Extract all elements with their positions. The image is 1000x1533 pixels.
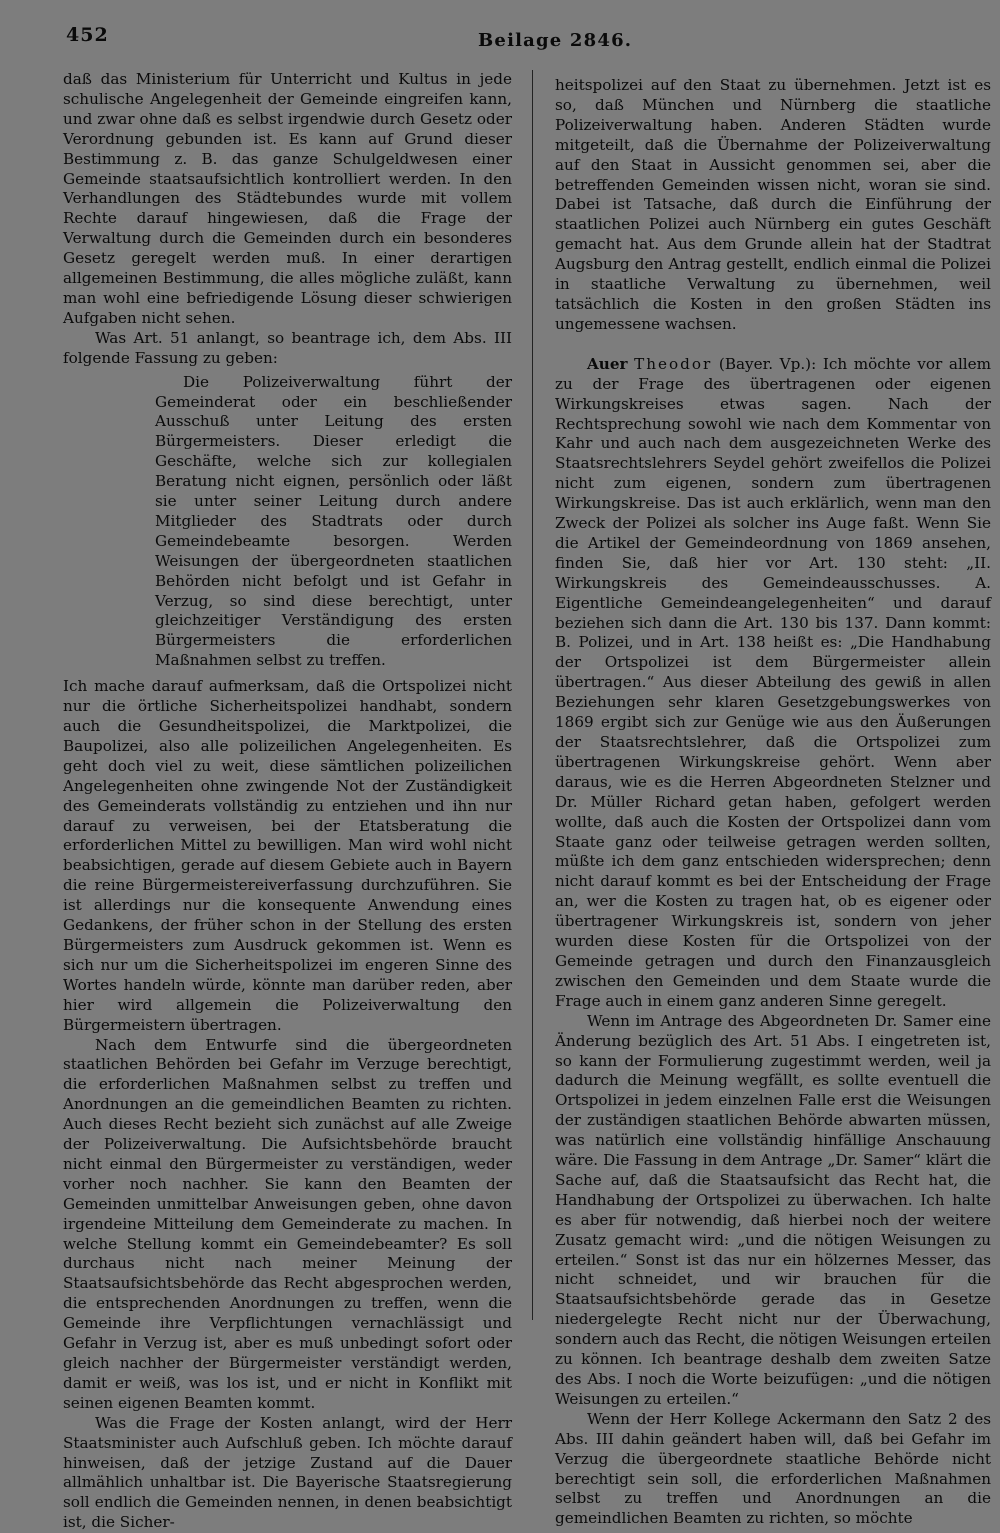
running-title: Beilage 2846. (478, 30, 633, 51)
column-divider (532, 70, 533, 1320)
speaker-given-name: Theodor (634, 354, 713, 373)
left-column (63, 70, 512, 1532)
page-header (0, 0, 1000, 60)
proposed-wording-quote: Die Polizeiverwaltung führt der Gemeinderat oder ein beschließender Ausschuß unter Leitung des ersten Bürgermeisters. Dieser erledigt die Geschäfte, welche sich zur kollegialen Beratung nicht eignen, persönlich oder läßt sie unter seiner Leitung durch andere Mitglieder des Stadtrats oder durch Gemeindebeamte besorgen. Werden Weisungen der übergeordneten staatlichen Behörden nicht befolgt und ist Gefahr in Verzug, so sind diese berechtigt, unter gleichzeitiger Verständigung des ersten Bürgermeisters die erforderlichen Maßnahmen selbst zu treffen. (155, 372, 512, 670)
paragraph: Nach dem Entwurfe sind die übergeordneten staatlichen Behörden bei Gefahr im Verzuge berechtigt, die erforderlichen Maßnahmen selbst zu treffen und Anordnungen an die gemeindlichen Beamten zu richten. Auch dieses Recht bezieht sich zunächst auf alle Zweige der Polizeiverwaltung. Die Aufsichtsbehörde braucht nicht einmal den Bürgermeister zu verständigen, weder vorher noch nachher. Sie kann den Beamten der Gemeinden unmittelbar Anweisungen geben, ohne davon irgendeine Mitteilung dem Gemeinderate zu machen. In welche Stellung kommt ein Gemeindebeamter? Es soll durchaus nicht nach meiner Meinung der Staatsaufsichtsbehörde das Recht abgesprochen werden, die entsprechenden Anordnungen zu treffen, wenn die Gemeinde ihre Verpflichtungen vernachlässigt und Gefahr in Verzug ist, aber es muß unbedingt sofort oder gleich nachher der Bürgermeister verständigt werden, damit er weiß, was los ist, und er nicht in Konflikt mit seinen eigenen Beamten kommt. (63, 1035, 512, 1412)
paragraph: Wenn der Herr Kollege Ackermann den Satz 2 des Abs. III dahin geändert haben will, daß bei Gefahr im Verzug die übergeordnete staatliche Behörde nicht berechtigt sein soll, die erforderlichen Maßnahmen selbst zu treffen und Anordnungen an die gemeindlichen Beamten zu richten, so möchte (555, 1409, 991, 1528)
speaker-paragraph (555, 355, 991, 1012)
paragraph: Was Art. 51 anlangt, so beantrage ich, dem Abs. III folgende Fassung zu geben: (63, 328, 512, 367)
speaker-surname: Auer (587, 354, 628, 373)
speaker-party: (Bayer. Vp.): (718, 354, 817, 373)
right-column (555, 76, 992, 1528)
speech-text: Ich möchte vor allem zu der Frage des übertragenen oder eigenen Wirkungskreises etwas sagen. Nach der Rechtsprechung sowohl wie nach dem Kommentar von Kahr und auch nach dem ausgezeichneten Werke des Staatsrechtslehrers Seydel gehört zweifellos die Polizei nicht zum eigenen, sondern zum übertragenen Wirkungskreise. Das ist auch erklärlich, wenn man den Zweck der Polizei als solcher ins Auge faßt. Wenn Sie die Artikel der Gemeindeordnung von 1869 ansehen, finden Sie, daß hier vor Art. 130 steht: „II. Wirkungskreis des Gemeindeausschusses. A. Eigentliche Gemeindeangelegenheiten“ und darauf beziehen sich dann die Art. 130 bis 137. Dann kommt: B. Polizei, und in Art. 138 heißt es: „Die Handhabung der Ortspolizei ist dem Bürgermeister allein übertragen.“ Aus dieser Abteilung des gewiß in allen Beziehungen sehr klaren Gesetzgebungswerkes von 1869 ergibt sich zur Genüge wie aus den Äußerungen der Staatsrechtslehrer, daß die Ortspolizei zum übertragenen Wirkungskreise gehört. Wenn aber daraus, wie es die Herren Abgeordneten Stelzner und Dr. Müller Richard getan haben, gefolgert werden wollte, daß auch die Kosten der Ortspolizei dann vom Staate ganz oder teilweise getragen werden sollten, müßte ich dem ganz entschieden widersprechen; denn nicht darauf kommt es bei der Entscheidung der Frage an, wer die Kosten zu tragen hat, ob es eigener oder übertragener Wirkungskreis ist, sondern von jeher wurden diese Kosten für die Ortspolizei von der Gemeinde getragen und durch den Finanzausgleich zwischen den Gemeinden und dem Staate wurde die Frage auch in einem ganz anderen Sinne geregelt. (555, 354, 992, 1010)
paragraph: Wenn im Antrage des Abgeordneten Dr. Samer eine Änderung bezüglich des Art. 51 Abs. I eingetreten ist, so kann der Formulierung zugestimmt werden, weil ja dadurch die Meinung wegfällt, es sollte eventuell die Ortspolizei in jedem einzelnen Falle erst die Weisungen der zuständigen staatlichen Behörde abwarten müssen, was natürlich eine vollständig hinfällige Anschauung wäre. Die Fassung in dem Antrage „Dr. Samer“ klärt die Sache auf, daß die Staatsaufsicht das Recht hat, die Handhabung der Ortspolizei zu überwachen. Ich halte es aber für notwendig, daß hierbei noch der weitere Zusatz gemacht wird: „und die nötigen Weisungen zu erteilen.“ Sonst ist das nur ein hölzernes Messer, das nicht schneidet, und wir brauchen für die Staatsaufsichtsbehörde gerade das in Gesetze niedergelegte Recht nicht nur der Überwachung, sondern auch das Recht, die nötigen Weisungen erteilen zu können. Ich beantrage deshalb dem zweiten Satze des Abs. I noch die Worte beizufügen: „und die nötigen Weisungen zu erteilen.“ (555, 1011, 991, 1408)
paragraph: daß das Ministerium für Unterricht und Kultus in jede schulische Angelegenheit der Gemeinde eingreifen kann, und zwar ohne daß es selbst irgendwie durch Gesetz oder Verordnung gebunden ist. Es kann auf Grund dieser Bestimmung z. B. das ganze Schulgeldwesen einer Gemeinde staatsaufsichtlich kontrolliert werden. In den Verhandlungen des Städtebundes wurde mit vollem Rechte darauf hingewiesen, daß die Frage der Verwaltung durch die Gemeinden durch ein besonderes Gesetz geregelt werden muß. In einer derartigen allgemeinen Bestimmung, die alles mögliche zuläßt, kann man wohl eine befriedigende Lösung dieser schwierigen Aufgaben nicht sehen. (63, 70, 512, 327)
paragraph: heitspolizei auf den Staat zu übernehmen. Jetzt ist es so, daß München und Nürnberg die staatliche Polizeiverwaltung haben. Anderen Städten wurde mitgeteilt, daß die Übernahme der Polizeiverwaltung auf den Staat in Aussicht genommen sei, aber die betreffenden Gemeinden wissen nicht, woran sie sind. Dabei ist Tatsache, daß durch die Einführung der staatlichen Polizei auch Nürnberg ein gutes Geschäft gemacht hat. Aus dem Grunde allein hat der Stadtrat Augsburg den Antrag gestellt, endlich einmal die Polizei in staatliche Verwaltung zu übernehmen, weil tatsächlich die Kosten in den großen Städten ins ungemessene wachsen. (555, 76, 991, 333)
page-number: 452 (66, 24, 109, 46)
paragraph: Was die Frage der Kosten anlangt, wird der Herr Staatsminister auch Aufschluß geben. Ich möchte darauf hinweisen, daß der jetzige Zustand auf die Dauer allmählich unhaltbar ist. Die Bayerische Staatsregierung soll endlich die Gemeinden nennen, in denen beabsichtigt ist, die Sicher- (63, 1413, 512, 1532)
paragraph: Ich mache darauf aufmerksam, daß die Ortspolizei nicht nur die örtliche Sicherheitspolizei handhabt, sondern auch die Gesundheitspolizei, die Marktpolizei, die Baupolizei, also alle polizeilichen Angelegenheiten. Es geht doch viel zu weit, diese sämtlichen polizeilichen Angelegenheiten ohne zwingende Not der Zuständigkeit des Gemeinderats vollständig zu entziehen und ihn nur darauf zu verweisen, bei der Etatsberatung die erforderlichen Mittel zu bewilligen. Man wird wohl nicht beabsichtigen, gerade auf diesem Gebiete auch in Bayern die reine Bürgermeistereiverfassung durchzuführen. Sie ist allerdings nur die konsequente Anwendung eines Gedankens, der früher schon in der Stellung des ersten Bürgermeisters zum Ausdruck gekommen ist. Wenn es sich nur um die Sicherheitspolizei im engeren Sinne des Wortes handeln würde, könnte man darüber reden, aber hier wird allgemein die Polizeiverwaltung den Bürgermeistern übertragen. (63, 677, 512, 1034)
